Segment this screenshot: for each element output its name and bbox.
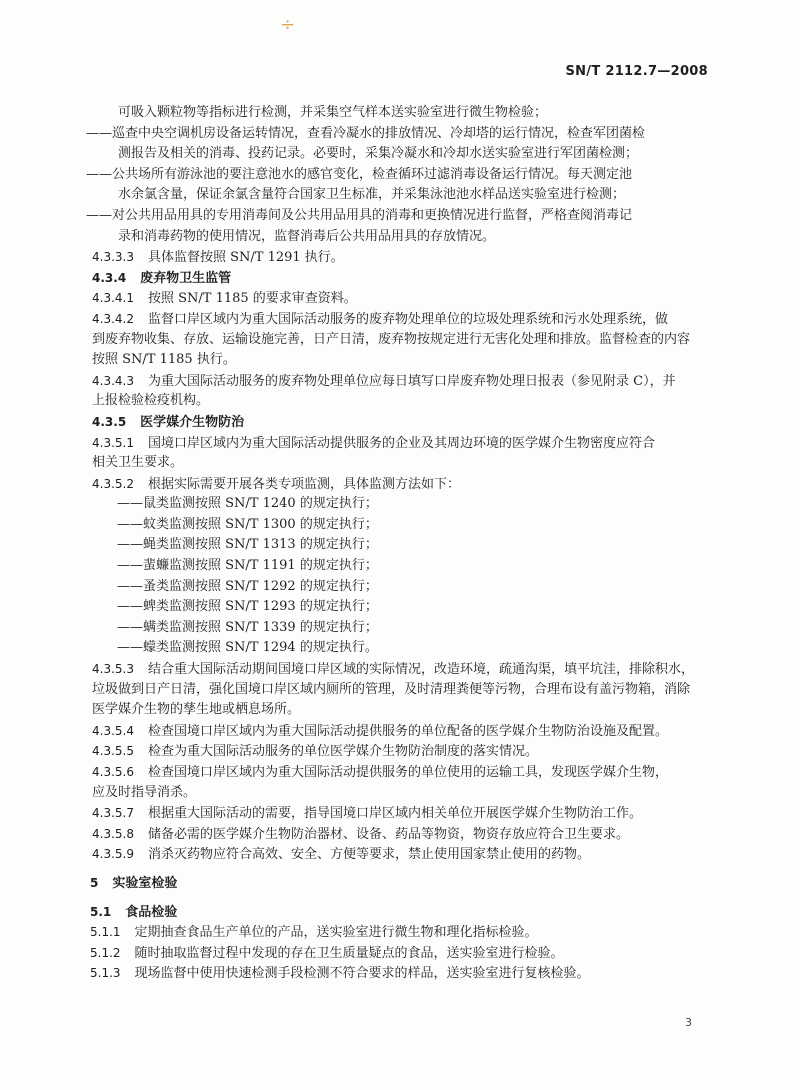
clause-text: 检查国境口岸区域内为重大国际活动提供服务的单位配备的医学媒介生物防治设施及配置。	[147, 723, 668, 739]
clause-4-3-5-5	[0, 741, 800, 762]
heading-5	[0, 873, 800, 894]
clause-text: 检查为重大国际活动服务的单位医学媒介生物防治制度的落实情况。	[147, 744, 538, 760]
clause-text: 根据重大国际活动的需要，指导国境口岸区域内相关单位开展医学媒介生物防治工作。	[147, 806, 642, 822]
clause-text: 储备必需的医学媒介生物防治器材、设备、药品等物资，物资存放应符合卫生要求。	[147, 826, 629, 842]
heading-title: 医学媒介生物防治	[140, 414, 245, 430]
clause-text: 为重大国际活动服务的废弃物处理单位应每日填写口岸废弃物处理日报表（参见附录 C），并	[147, 373, 676, 389]
clause-number: 4.3.4.3	[92, 373, 134, 388]
clause-number: 4.3.5.9	[92, 847, 134, 862]
clause-continuation: 相关卫生要求。	[92, 455, 184, 471]
clause-number: 4.3.5.1	[92, 435, 134, 450]
clause-number: 5.1.3	[90, 966, 121, 981]
heading-5-1	[0, 902, 800, 923]
clause-number: 4.3.5.6	[92, 765, 134, 779]
clause-number: 5.1.2	[90, 945, 121, 960]
clause-continuation: 按照 SN/T 1185 执行。	[92, 352, 236, 368]
clause-text: 国境口岸区域内为重大国际活动提供服务的企业及其周边环境的医学媒介生物密度应符合	[147, 435, 655, 451]
clause-text: 检查国境口岸区域内为重大国际活动提供服务的单位使用的运输工具，发现医学媒介生物，	[147, 765, 668, 780]
monitoring-item: ——蠓类监测按照 SN/T 1294 的规定执行。	[117, 640, 378, 656]
clause-4-3-4-2	[0, 309, 800, 330]
clause-4-3-5-9	[0, 844, 800, 865]
clause-4-3-5-7	[0, 803, 800, 824]
clause-5-1-3	[0, 963, 800, 984]
clause-4-3-4-3	[0, 371, 800, 392]
clause-text: 现场监督中使用快速检测手段检测不符合要求的样品，送实验室进行复核检验。	[134, 966, 590, 982]
monitoring-item: ——鼠类监测按照 SN/T 1240 的规定执行；	[117, 496, 378, 512]
clause-continuation: 到废弃物收集、存放、运输设施完善，日产日清，废弃物按规定进行无害化处理和排放。监督检查的内容	[92, 331, 691, 347]
clause-continuation: 垃圾做到日产日清，强化国境口岸区域内厕所的管理，及时清理粪便等污物，合理布设有盖污物箱，消除	[92, 681, 691, 697]
clause-continuation: 应及时指导消杀。	[92, 784, 197, 800]
heading-title: 食品检验	[125, 904, 178, 920]
monitoring-item: ——蜚蠊监测按照 SN/T 1191 的规定执行；	[117, 558, 378, 574]
clause-5-1-1	[0, 922, 800, 943]
clause-4-3-5-2	[0, 474, 800, 495]
clause-text: 消杀灭药物应符合高效、安全、方便等要求，禁止使用国家禁止使用的药物。	[147, 847, 590, 863]
clause-number: 4.3.3.3	[92, 250, 134, 265]
clause-number: 4.3.5.5	[92, 744, 134, 759]
clause-text: 定期抽查食品生产单位的产品，送实验室进行微生物和理化指标检验。	[134, 925, 538, 941]
clause-continuation: 医学媒介生物的孳生地或栖息场所。	[92, 702, 301, 718]
dash-item: ——巡查中央空调机房设备运转情况，查看冷凝水的排放情况、冷却塔的运行情况，检查军团菌检	[86, 125, 646, 141]
monitoring-item: ——蚤类监测按照 SN/T 1292 的规定执行；	[117, 578, 378, 594]
heading-title: 实验室检验	[112, 875, 178, 891]
clause-text: 根据实际需要开展各类专项监测，具体监测方法如下：	[147, 476, 460, 492]
text-line: 测报告及相关的消毒、投药记录。必要时，采集冷凝水和冷却水送实验室进行军团菌检测；	[118, 146, 639, 162]
clause-continuation: 上报检验检疫机构。	[92, 393, 210, 409]
clause-number: 4.3.5.4	[92, 723, 134, 738]
clause-4-3-5-1	[0, 433, 800, 454]
clause-number: 4.3.5.8	[92, 826, 134, 841]
clause-text: 具体监督按照 SN/T 1291 执行。	[147, 250, 344, 266]
dash-item: ——公共场所有游泳池的要注意池水的感官变化，检查循环过滤消毒设备运行情况。每天测定池	[86, 166, 633, 182]
clause-number: 4.3.5.3	[92, 662, 134, 677]
clause-number: 5.1.1	[90, 925, 121, 940]
clause-text: 结合重大国际活动期间国境口岸区域的实际情况，改造环境，疏通沟渠，填平坑洼，排除积水，	[147, 662, 694, 678]
clause-5-1-2	[0, 943, 800, 964]
clause-4-3-5-3	[0, 659, 800, 680]
heading-title: 废弃物卫生监管	[140, 270, 232, 286]
clause-number: 4.3.4.2	[92, 311, 134, 326]
clause-number: 4.3.4.1	[92, 291, 134, 306]
text-line: 水余氯含量，保证余氯含量符合国家卫生标准，并采集泳池池水样品送实验室进行检测；	[118, 187, 626, 203]
clause-4-3-3-3	[0, 247, 800, 268]
heading-number: 4.3.4	[92, 270, 127, 285]
clause-text: 监督口岸区域内为重大国际活动服务的废弃物处理单位的垃圾处理系统和污水处理系统，做	[147, 311, 668, 327]
monitoring-item: ——螨类监测按照 SN/T 1339 的规定执行；	[117, 619, 378, 635]
monitoring-item: ——蝇类监测按照 SN/T 1313 的规定执行；	[117, 537, 378, 553]
text-line: 可吸入颗粒物等指标进行检测，并采集空气样本送实验室进行微生物检验；	[118, 105, 548, 120]
clause-4-3-5-6	[0, 762, 800, 783]
document-body	[0, 103, 800, 984]
clause-text: 随时抽取监督过程中发现的存在卫生质量疑点的食品，送实验室进行检验。	[134, 945, 564, 961]
standard-code-header: SN/T 2112.7—2008	[565, 64, 708, 79]
heading-4-3-5	[0, 412, 800, 433]
dash-item: ——对公共用品用具的专用消毒间及公共用品用具的消毒和更换情况进行监督，严格查阅消毒记	[86, 207, 633, 223]
monitoring-item: ——蜱类监测按照 SN/T 1293 的规定执行；	[117, 599, 378, 615]
heading-number: 5.1	[90, 904, 112, 919]
clause-4-3-4-1	[0, 288, 800, 309]
heading-4-3-4	[0, 268, 800, 289]
clause-number: 4.3.5.7	[92, 806, 134, 821]
top-mark: ÷	[280, 14, 296, 35]
clause-4-3-5-4	[0, 721, 800, 742]
clause-text: 按照 SN/T 1185 的要求审查资料。	[147, 291, 357, 307]
text-line: 录和消毒药物的使用情况，监督消毒后公共用品用具的存放情况。	[118, 228, 496, 244]
heading-number: 4.3.5	[92, 414, 127, 429]
clause-4-3-5-8	[0, 824, 800, 845]
clause-number: 4.3.5.2	[92, 476, 134, 491]
heading-number: 5	[90, 875, 99, 890]
page-number: 3	[685, 1016, 692, 1029]
monitoring-item: ——蚊类监测按照 SN/T 1300 的规定执行；	[117, 516, 378, 532]
